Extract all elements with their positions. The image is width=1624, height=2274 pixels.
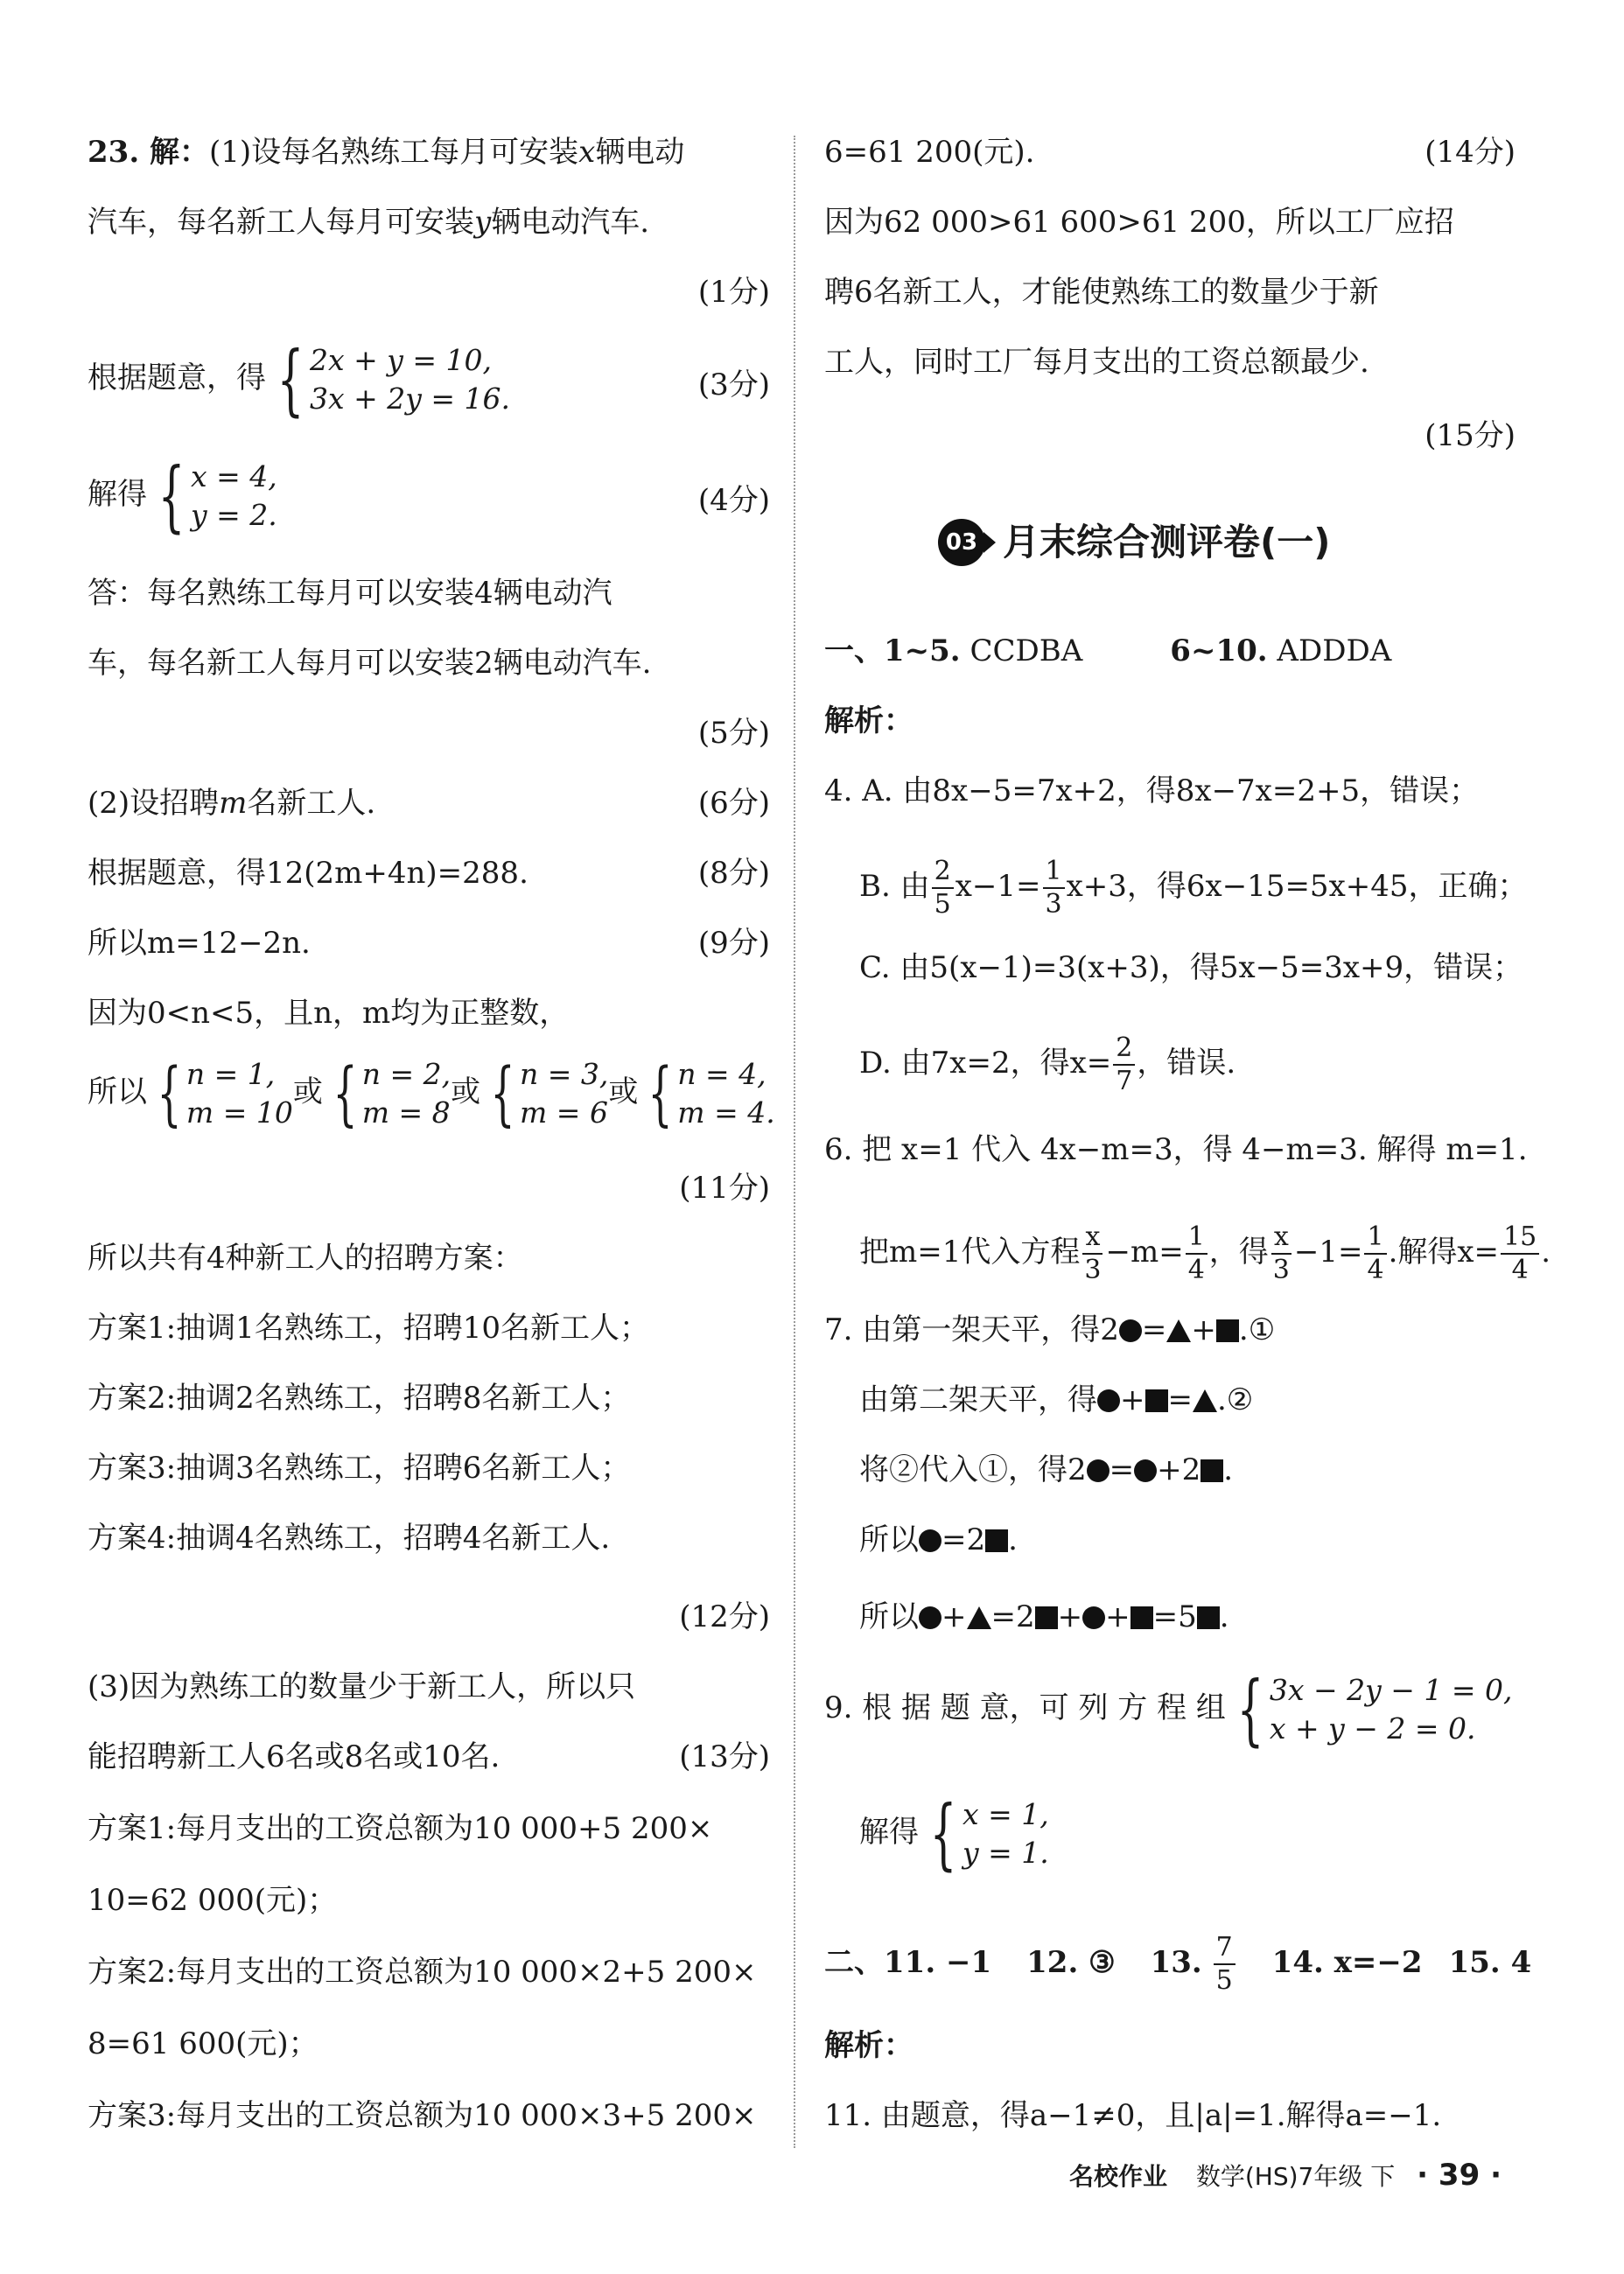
circle-icon [1119,1319,1142,1342]
part2-line3: 所以m=12−2n. [88,926,311,961]
q6-line1: 6. 把 x=1 代入 4x−m=3，得 4−m=3. 解得 m=1. [824,1132,1528,1167]
page-number: · 39 · [1417,2158,1502,2193]
q23-line1: 23. 解：(1)设每名熟练工每月可安装x辆电动 [88,135,685,170]
fill-in-answers: 二、11. −1 12. ③ 13. $\frac{7}{5}$ 14. x=−2 15. 4 [824,1932,1532,1996]
section-number-badge: 03 [938,519,985,566]
circle-icon [1087,1459,1110,1482]
cost-1-line1: 方案1:每月支出的工资总额为10 000+5 200× [88,1811,713,1846]
conclusion-line1: 因为62 000>61 600>61 200，所以工厂应招 [824,205,1454,240]
circle-icon [919,1529,942,1552]
conclusion-line3: 工人，同时工厂每月支出的工资总额最少. [824,345,1369,380]
plan-3: 方案3:抽调3名熟练工，招聘6名新工人； [88,1451,631,1486]
square-icon [1035,1606,1058,1629]
plan-1: 方案1:抽调1名熟练工，招聘10名新工人； [88,1311,649,1346]
circle-icon [1097,1389,1120,1412]
square-icon [985,1529,1008,1552]
q9-solution: 解得 { x = 1, y = 1. [859,1788,1049,1879]
part2-line1: (2)设招聘m名新工人. [88,786,376,821]
score-6: (6分) [697,786,770,821]
circle-icon [1134,1459,1157,1482]
circle-icon [919,1606,942,1629]
score-3: (3分) [697,367,770,402]
conclusion-line2: 聘6名新工人，才能使熟练工的数量少于新 [824,275,1379,310]
section-heading: 月末综合测评卷(一) [1003,521,1331,563]
q7-line3: 将②代入①，得2 = +2 . [859,1452,1234,1487]
cost-3-line1: 方案3:每月支出的工资总额为10 000×3+5 200× [88,2098,757,2133]
q23-line2: 汽车，每名新工人每月可安装y辆电动汽车. [88,205,650,240]
system-1: 根据题意，得 { 2x + y = 10, 3x + 2y = 16. [88,334,510,424]
square-icon [1200,1459,1223,1482]
section-title [938,516,1330,569]
square-icon [1197,1606,1220,1629]
score-15: (15分) [1424,418,1516,453]
q6-line2: 把m=1代入方程 $\frac{x}{3}$ −m= $\frac{1}{4}$ ，得 $\frac{x}{3}$ −1= $\frac{1}{4}$ .解得x= $\frac{15}{4}$ . [859,1221,1551,1285]
score-12: (12分) [679,1599,770,1634]
score-8: (8分) [697,856,770,891]
score-9: (9分) [697,926,770,961]
score-14: (14分) [1424,135,1516,170]
q7-line5: 所以 + =2 + + =5 . [859,1599,1229,1634]
score-13: (13分) [679,1739,770,1774]
q7-line1: 7. 由第一架天平，得2 = + .① [824,1312,1276,1347]
triangle-icon [967,1606,991,1629]
triangle-icon [1193,1389,1217,1412]
score-1: (1分) [697,275,770,310]
circle-icon [1082,1606,1105,1629]
book-name: 名校作业 [1068,2162,1167,2191]
part2-line2: 根据题意，得12(2m+4n)=288. [88,856,528,891]
plan-intro: 所以共有4种新工人的招聘方案： [88,1241,523,1276]
system-2: 解得 { x = 4, y = 2. [88,451,277,541]
score-5: (5分) [697,716,770,751]
square-icon [1130,1606,1153,1629]
q9-system: 9. 根 据 题 意，可 列 方 程 组 { 3x − 2y − 1 = 0, x + y − 2 = 0. [824,1664,1513,1754]
cost-3-line2: 6=61 200(元). [824,135,1035,170]
answer-1-line1: 答：每名熟练工每月可以安装4辆电动汽 [88,576,612,611]
q4-d: D. 由7x=2，得x= $\frac{2}{7}$ ，错误. [859,1032,1236,1096]
part3-line2: 能招聘新工人6名或8名或10名. [88,1739,500,1774]
score-11: (11分) [679,1171,770,1206]
cost-1-line2: 10=62 000(元)； [88,1883,338,1918]
page-footer [1069,2156,1502,2196]
answer-1-line2: 车，每名新工人每月可以安装2辆电动汽车. [88,646,652,681]
mc-answers: 一、1~5. CCDBA 6~10. ADDDA [824,633,1392,668]
plan-2: 方案2:抽调2名熟练工，招聘8名新工人； [88,1381,631,1416]
square-icon [1145,1389,1168,1412]
analysis-label-2: 解析： [824,2028,914,2063]
solution-systems: 所以 { n = 1, m = 10 或 { n = 2, m = 8 或 { n = 3, m = 6 或 { n = 4, m = 4. [88,1053,775,1134]
q4-c: C. 由5(x−1)=3(x+3)，得5x−5=3x+9，错误； [859,950,1523,985]
q7-line2: 由第二架天平，得 + = .② [859,1382,1254,1417]
analysis-label-1: 解析： [824,703,914,738]
part2-line4: 因为0<n<5，且n，m均为正整数， [88,996,570,1031]
triangle-icon [1166,1319,1191,1342]
q11-answer: 11. 由题意，得a−1≠0，且|a|=1.解得a=−1. [824,2098,1442,2133]
square-icon [1216,1319,1239,1342]
cost-2-line2: 8=61 600(元)； [88,2026,318,2061]
score-4: (4分) [697,483,770,518]
q4-a: 4. A. 由8x−5=7x+2，得8x−7x=2+5，错误； [824,773,1480,808]
q7-line4: 所以 =2 . [859,1522,1018,1557]
plan-4: 方案4:抽调4名熟练工，招聘4名新工人. [88,1521,611,1556]
subject-label: 数学(HS)7年级 下 [1195,2162,1396,2191]
cost-2-line1: 方案2:每月支出的工资总额为10 000×2+5 200× [88,1955,757,1990]
column-divider [794,136,795,2148]
part3-line1: (3)因为熟练工的数量少于新工人，所以只 [88,1669,636,1704]
q4-b: B. 由 $\frac{2}{5}$ x−1= $\frac{1}{3}$ x+3，得6x−15=5x+45，正确； [859,856,1528,920]
